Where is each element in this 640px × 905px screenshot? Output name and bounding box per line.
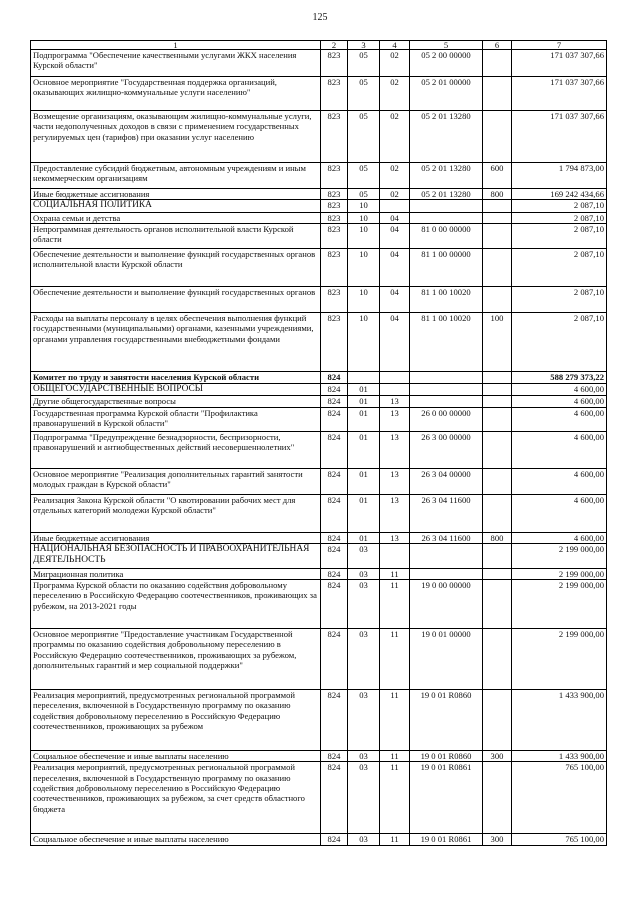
amount-cell: 2 087,10 (512, 212, 607, 223)
item-name-cell: Иные бюджетные ассигнования (31, 532, 321, 543)
amount-cell: 171 037 307,66 (512, 77, 607, 111)
target-article-cell: 26 0 00 00000 (410, 407, 483, 431)
expense-type-cell (483, 383, 512, 395)
ministry-code-cell: 824 (321, 543, 348, 568)
expense-type-cell (483, 580, 512, 629)
subsection-code-cell: 13 (380, 431, 410, 468)
target-article-cell: 05 2 01 13280 (410, 111, 483, 163)
section-code-cell: 01 (348, 468, 380, 494)
ministry-code-cell: 824 (321, 396, 348, 407)
subsection-code-cell: 11 (380, 629, 410, 690)
table-row (31, 532, 607, 543)
target-article-cell: 19 0 00 00000 (410, 580, 483, 629)
item-name-cell: Социальное обеспечение и иные выплаты населению (31, 834, 321, 845)
column-header: 3 (348, 41, 380, 50)
table-row (31, 629, 607, 690)
target-article-cell (410, 371, 483, 383)
table-row (31, 568, 607, 579)
subsection-code-cell: 13 (380, 532, 410, 543)
table-row (31, 50, 607, 77)
amount-cell: 4 600,00 (512, 383, 607, 395)
table-row (31, 111, 607, 163)
expense-type-cell (483, 50, 512, 77)
amount-cell: 1 794 873,00 (512, 163, 607, 189)
target-article-cell: 26 3 04 11600 (410, 494, 483, 532)
target-article-cell: 19 0 01 R0861 (410, 762, 483, 834)
ministry-code-cell: 824 (321, 468, 348, 494)
expense-type-cell (483, 200, 512, 212)
table-row (31, 494, 607, 532)
ministry-code-cell: 824 (321, 690, 348, 751)
item-name-cell: Подпрограмма "Обеспечение качественными услугами ЖКХ населения Курской области" (31, 50, 321, 77)
amount-cell: 4 600,00 (512, 431, 607, 468)
expense-type-cell: 300 (483, 834, 512, 845)
amount-cell: 4 600,00 (512, 494, 607, 532)
amount-cell: 4 600,00 (512, 532, 607, 543)
target-article-cell: 26 3 04 11600 (410, 532, 483, 543)
section-code-cell: 10 (348, 286, 380, 312)
table-row (31, 543, 607, 568)
ministry-code-cell: 824 (321, 431, 348, 468)
subsection-code-cell (380, 383, 410, 395)
subsection-code-cell: 13 (380, 407, 410, 431)
ministry-code-cell: 823 (321, 286, 348, 312)
subsection-code-cell: 11 (380, 762, 410, 834)
subsection-code-cell: 02 (380, 189, 410, 200)
subsection-code-cell: 11 (380, 751, 410, 762)
item-name-cell: Комитет по труду и занятости населения Курской области (31, 371, 321, 383)
section-code-cell: 01 (348, 383, 380, 395)
table-row (31, 762, 607, 834)
table-row (31, 396, 607, 407)
target-article-cell: 05 2 00 00000 (410, 50, 483, 77)
target-article-cell (410, 383, 483, 395)
expense-type-cell (483, 286, 512, 312)
section-code-cell: 01 (348, 532, 380, 543)
target-article-cell (410, 212, 483, 223)
section-code-cell: 01 (348, 396, 380, 407)
subsection-code-cell: 11 (380, 690, 410, 751)
section-code-cell: 03 (348, 834, 380, 845)
ministry-code-cell: 824 (321, 568, 348, 579)
section-code-cell: 03 (348, 762, 380, 834)
subsection-code-cell (380, 200, 410, 212)
expense-type-cell (483, 494, 512, 532)
amount-cell: 2 087,10 (512, 200, 607, 212)
ministry-code-cell: 824 (321, 834, 348, 845)
ministry-code-cell: 823 (321, 50, 348, 77)
table-row (31, 189, 607, 200)
expense-type-cell: 300 (483, 751, 512, 762)
subsection-code-cell: 04 (380, 286, 410, 312)
item-name-cell: Государственная программа Курской области "Профилактика правонарушений в Курской области" (31, 407, 321, 431)
column-header: 6 (483, 41, 512, 50)
expense-type-cell (483, 468, 512, 494)
expense-type-cell (483, 431, 512, 468)
table-row (31, 212, 607, 223)
item-name-cell: Реализация мероприятий, предусмотренных региональной программой переселения, включенной в Государственную программу по оказанию содействия добровольному переселению в Российскую Федерацию соотечественников, проживающих за рубежом, за счет средств областного бюджета (31, 762, 321, 834)
table-row (31, 468, 607, 494)
section-code-cell: 05 (348, 50, 380, 77)
expense-type-cell (483, 568, 512, 579)
item-name-cell: Социальное обеспечение и иные выплаты населению (31, 751, 321, 762)
subsection-code-cell: 02 (380, 50, 410, 77)
amount-cell: 4 600,00 (512, 396, 607, 407)
subsection-code-cell: 02 (380, 77, 410, 111)
item-name-cell: Обеспечение деятельности и выполнение функций государственных органов (31, 286, 321, 312)
section-code-cell: 01 (348, 494, 380, 532)
table-row (31, 751, 607, 762)
target-article-cell: 05 2 01 00000 (410, 77, 483, 111)
section-code-cell: 03 (348, 751, 380, 762)
target-article-cell: 19 0 01 R0861 (410, 834, 483, 845)
section-code-cell: 01 (348, 431, 380, 468)
expense-type-cell (483, 543, 512, 568)
table-row (31, 371, 607, 383)
section-code-cell: 03 (348, 568, 380, 579)
amount-cell: 2 087,10 (512, 286, 607, 312)
section-code-cell: 05 (348, 189, 380, 200)
expense-type-cell (483, 371, 512, 383)
section-code-cell: 03 (348, 629, 380, 690)
ministry-code-cell: 823 (321, 212, 348, 223)
item-name-cell: Обеспечение деятельности и выполнение функций государственных органов исполнительной власти Курской области (31, 248, 321, 286)
amount-cell: 2 087,10 (512, 223, 607, 248)
expense-type-cell (483, 407, 512, 431)
target-article-cell: 26 3 00 00000 (410, 431, 483, 468)
expense-type-cell (483, 629, 512, 690)
column-header: 5 (410, 41, 483, 50)
target-article-cell: 19 0 01 R0860 (410, 751, 483, 762)
target-article-cell: 81 1 00 10020 (410, 286, 483, 312)
section-code-cell: 01 (348, 407, 380, 431)
table-row (31, 580, 607, 629)
item-name-cell: Другие общегосударственные вопросы (31, 396, 321, 407)
item-name-cell: Непрограммная деятельность органов исполнительной власти Курской области (31, 223, 321, 248)
amount-cell: 169 242 434,66 (512, 189, 607, 200)
expense-type-cell: 800 (483, 532, 512, 543)
table-body (31, 50, 607, 846)
ministry-code-cell: 824 (321, 407, 348, 431)
item-name-cell: Основное мероприятие "Реализация дополнительных гарантий занятости молодых граждан в Курской области" (31, 468, 321, 494)
amount-cell: 1 433 900,00 (512, 751, 607, 762)
ministry-code-cell: 823 (321, 163, 348, 189)
ministry-code-cell: 824 (321, 629, 348, 690)
item-name-cell: Охрана семьи и детства (31, 212, 321, 223)
amount-cell: 2 087,10 (512, 312, 607, 371)
subsection-code-cell: 02 (380, 111, 410, 163)
expense-type-cell (483, 111, 512, 163)
table-row (31, 248, 607, 286)
amount-cell: 1 433 900,00 (512, 690, 607, 751)
section-code-cell: 10 (348, 223, 380, 248)
ministry-code-cell: 824 (321, 762, 348, 834)
amount-cell: 2 199 000,00 (512, 580, 607, 629)
subsection-code-cell: 04 (380, 248, 410, 286)
subsection-code-cell: 11 (380, 834, 410, 845)
item-name-cell: Основное мероприятие "Предоставление участникам Государственной программы по оказанию содействия добровольному переселению в Российскую Федерацию соотечественников, проживающих за рубежом, дополнительных гарантий и мер социальной поддержки" (31, 629, 321, 690)
amount-cell: 2 199 000,00 (512, 543, 607, 568)
ministry-code-cell: 824 (321, 371, 348, 383)
expense-type-cell: 800 (483, 189, 512, 200)
section-code-cell: 10 (348, 312, 380, 371)
amount-cell: 2 199 000,00 (512, 568, 607, 579)
section-code-cell: 05 (348, 77, 380, 111)
subsection-code-cell: 13 (380, 494, 410, 532)
expense-type-cell (483, 690, 512, 751)
target-article-cell: 81 1 00 00000 (410, 248, 483, 286)
ministry-code-cell: 823 (321, 77, 348, 111)
amount-cell: 4 600,00 (512, 407, 607, 431)
ministry-code-cell: 824 (321, 532, 348, 543)
section-code-cell: 03 (348, 543, 380, 568)
section-code-cell: 05 (348, 111, 380, 163)
item-name-cell: Реализация мероприятий, предусмотренных региональной программой переселения, включенной в Государственную программу по оказанию содействия добровольному переселению в Российскую Федерацию соотечественников, проживающих за рубежом (31, 690, 321, 751)
target-article-cell (410, 200, 483, 212)
amount-cell: 765 100,00 (512, 762, 607, 834)
amount-cell: 4 600,00 (512, 468, 607, 494)
expense-type-cell (483, 212, 512, 223)
table-row (31, 690, 607, 751)
target-article-cell (410, 568, 483, 579)
table-row (31, 834, 607, 845)
table-row (31, 200, 607, 212)
expense-type-cell (483, 248, 512, 286)
ministry-code-cell: 824 (321, 580, 348, 629)
item-name-cell: Расходы на выплаты персоналу в целях обеспечения выполнения функций государственными (муниципальными) органами, казенными учреждениями, органами управления государственными внебюджетными фондами (31, 312, 321, 371)
ministry-code-cell: 823 (321, 111, 348, 163)
expense-type-cell: 100 (483, 312, 512, 371)
target-article-cell: 81 0 00 00000 (410, 223, 483, 248)
amount-cell: 765 100,00 (512, 834, 607, 845)
target-article-cell (410, 396, 483, 407)
column-header: 2 (321, 41, 348, 50)
target-article-cell (410, 543, 483, 568)
amount-cell: 588 279 373,22 (512, 371, 607, 383)
item-name-cell: Иные бюджетные ассигнования (31, 189, 321, 200)
item-name-cell: Основное мероприятие "Государственная поддержка организаций, оказывающих жилищно-коммунальные услуги населению" (31, 77, 321, 111)
ministry-code-cell: 823 (321, 312, 348, 371)
section-code-cell: 10 (348, 212, 380, 223)
target-article-cell: 05 2 01 13280 (410, 189, 483, 200)
ministry-code-cell: 823 (321, 223, 348, 248)
ministry-code-cell: 824 (321, 751, 348, 762)
expense-type-cell: 600 (483, 163, 512, 189)
table-row (31, 163, 607, 189)
header-row (31, 41, 607, 50)
subsection-code-cell (380, 543, 410, 568)
item-name-cell: СОЦИАЛЬНАЯ ПОЛИТИКА (31, 200, 321, 212)
section-code-cell (348, 371, 380, 383)
budget-table (30, 40, 607, 846)
subsection-code-cell: 11 (380, 568, 410, 579)
subsection-code-cell: 04 (380, 223, 410, 248)
expense-type-cell (483, 77, 512, 111)
target-article-cell: 05 2 01 13280 (410, 163, 483, 189)
subsection-code-cell (380, 371, 410, 383)
table-row (31, 312, 607, 371)
expense-type-cell (483, 762, 512, 834)
table-row (31, 223, 607, 248)
ministry-code-cell: 824 (321, 494, 348, 532)
target-article-cell: 81 1 00 10020 (410, 312, 483, 371)
ministry-code-cell: 823 (321, 248, 348, 286)
target-article-cell: 19 0 01 00000 (410, 629, 483, 690)
ministry-code-cell: 823 (321, 200, 348, 212)
item-name-cell: Программа Курской области по оказанию содействия добровольному переселению в Российскую Федерацию соотечественников, проживающих за рубежом, на 2013-2021 годы (31, 580, 321, 629)
page-number: 125 (312, 12, 328, 23)
column-header: 4 (380, 41, 410, 50)
expense-type-cell (483, 223, 512, 248)
ministry-code-cell: 824 (321, 383, 348, 395)
table-row (31, 286, 607, 312)
expense-type-cell (483, 396, 512, 407)
item-name-cell: Миграционная политика (31, 568, 321, 579)
item-name-cell: ОБЩЕГОСУДАРСТВЕННЫЕ ВОПРОСЫ (31, 383, 321, 395)
subsection-code-cell: 04 (380, 312, 410, 371)
subsection-code-cell: 13 (380, 396, 410, 407)
column-header: 1 (31, 41, 321, 50)
amount-cell: 2 199 000,00 (512, 629, 607, 690)
section-code-cell: 10 (348, 248, 380, 286)
table-row (31, 407, 607, 431)
section-code-cell: 03 (348, 580, 380, 629)
section-code-cell: 05 (348, 163, 380, 189)
item-name-cell: НАЦИОНАЛЬНАЯ БЕЗОПАСНОСТЬ И ПРАВООХРАНИТЕЛЬНАЯ ДЕЯТЕЛЬНОСТЬ (31, 543, 321, 568)
table-row (31, 383, 607, 395)
item-name-cell: Подпрограмма "Предупреждение безнадзорности, беспризорности, правонарушений и антиобщественных действий несовершеннолетних" (31, 431, 321, 468)
target-article-cell: 19 0 01 R0860 (410, 690, 483, 751)
ministry-code-cell: 823 (321, 189, 348, 200)
table-row (31, 77, 607, 111)
target-article-cell: 26 3 04 00000 (410, 468, 483, 494)
amount-cell: 2 087,10 (512, 248, 607, 286)
item-name-cell: Предоставление субсидий бюджетным, автономным учреждениям и иным некоммерческим организациям (31, 163, 321, 189)
column-header: 7 (512, 41, 607, 50)
item-name-cell: Возмещение организациям, оказывающим жилищно-коммунальные услуги, части недополученных доходов в связи с применением государственных регулируемых цен (тарифов) при оказании услуг населению (31, 111, 321, 163)
section-code-cell: 03 (348, 690, 380, 751)
section-code-cell: 10 (348, 200, 380, 212)
subsection-code-cell: 04 (380, 212, 410, 223)
subsection-code-cell: 02 (380, 163, 410, 189)
subsection-code-cell: 13 (380, 468, 410, 494)
table-row (31, 431, 607, 468)
subsection-code-cell: 11 (380, 580, 410, 629)
item-name-cell: Реализация Закона Курской области "О квотировании рабочих мест для отдельных категорий молодежи Курской области" (31, 494, 321, 532)
amount-cell: 171 037 307,66 (512, 111, 607, 163)
amount-cell: 171 037 307,66 (512, 50, 607, 77)
